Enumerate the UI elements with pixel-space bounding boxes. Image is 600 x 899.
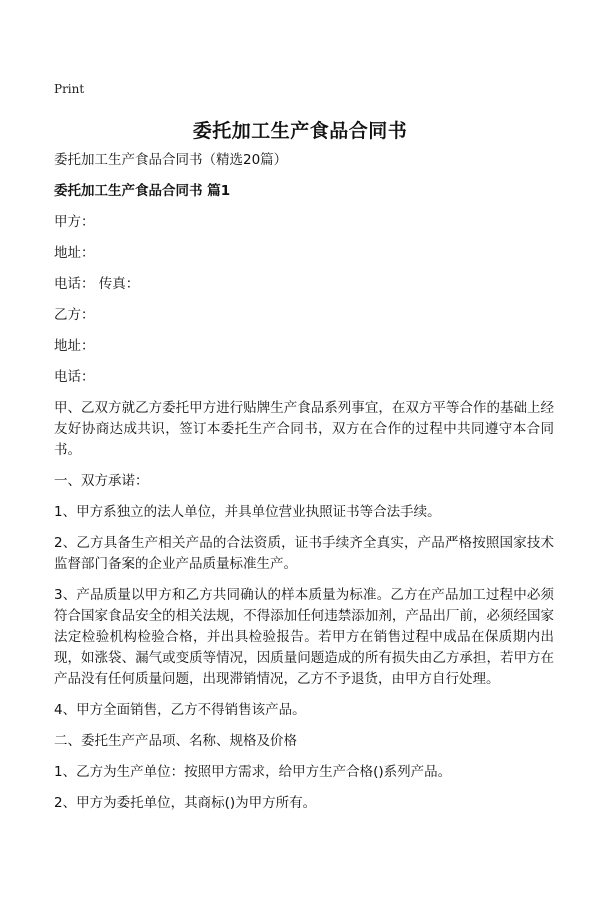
clause-2-1: 1、乙方为生产单位：按照甲方需求，给甲方生产合格()系列产品。 [54,764,452,780]
clause-2-2: 2、甲方为委托单位，其商标()为甲方所有。 [54,795,317,811]
field-address-b: 地址： [54,338,95,354]
print-label: Print [54,82,85,96]
field-party-b: 乙方： [54,307,95,323]
section-heading: 委托加工生产食品合同书 篇1 [54,183,231,199]
field-party-a: 甲方： [54,214,95,230]
clause-1-1: 1、甲方系独立的法人单位，并具单位营业执照证书等合法手续。 [54,504,441,520]
document-title: 委托加工生产食品合同书 [192,120,408,142]
clause-1-3: 3、产品质量以甲方和乙方共同确认的样本质量为标准。乙方在产品加工过程中必须符合国家食品安全的相关法规，不得添加任何违禁添加剂，产品出厂前，必须经国家法定检验机构检验合格，并出具检验报告。若甲方在销售过程中成品在保质期内出现，如涨袋、漏气或变质等情况，因质量问题造成的所有损失由乙方承担，若甲方在产品没有任何质量问题，出现滞销情况，乙方不予退货，由甲方自行处理。 [54,587,554,687]
field-phone-fax-a: 电话： 传真： [54,276,140,292]
field-phone-b: 电话： [54,369,95,385]
document-subtitle: 委托加工生产食品合同书（精选20篇） [54,152,288,168]
document-body [54,150,554,824]
section-2-title: 二、委托生产产品项、名称、规格及价格 [54,733,297,749]
intro-paragraph: 甲、乙双方就乙方委托甲方进行贴牌生产食品系列事宜，在双方平等合作的基础上经友好协商达成共识，签订本委托生产合同书，双方在合作的过程中共同遵守本合同书。 [54,400,554,458]
clause-1-4: 4、甲方全面销售，乙方不得销售该产品。 [54,702,306,718]
section-1-title: 一、双方承诺： [54,473,149,489]
field-address-a: 地址： [54,245,95,261]
clause-1-2: 2、乙方具备生产相关产品的合法资质，证书手续齐全真实，产品严格按照国家技术监督部门备案的企业产品质量标准生产。 [54,535,554,572]
